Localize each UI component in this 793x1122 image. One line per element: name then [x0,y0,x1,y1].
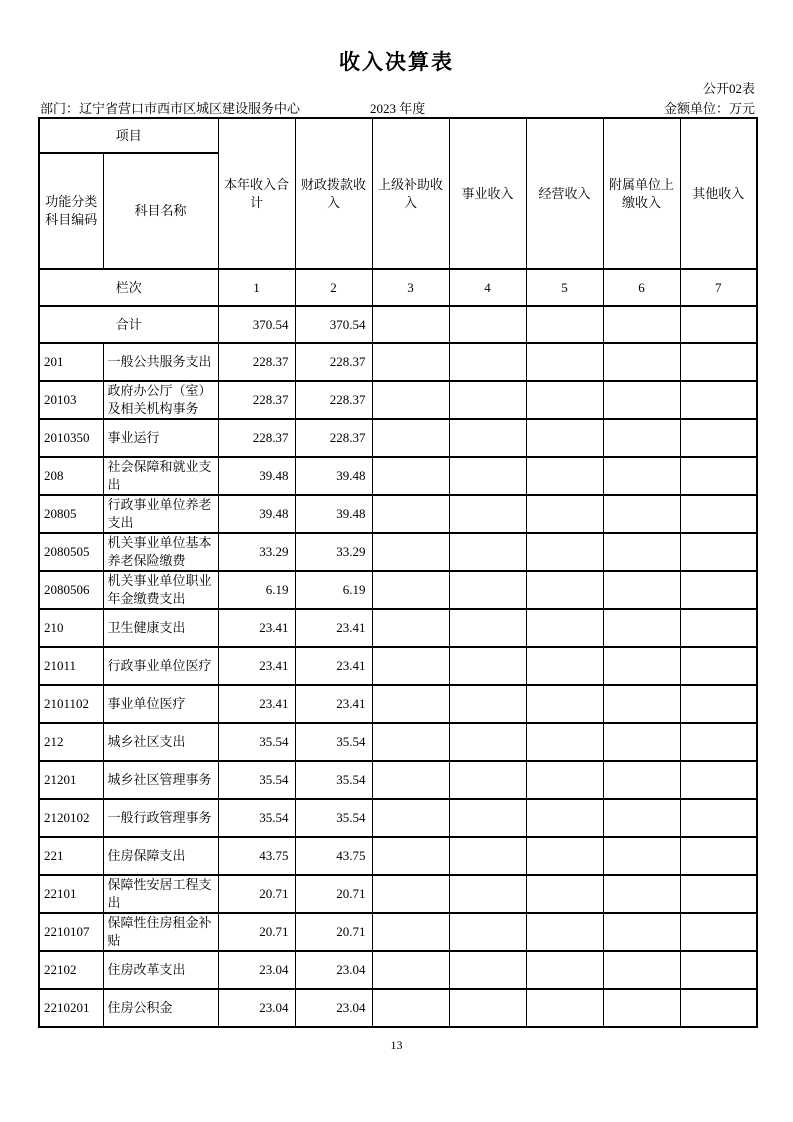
value-cell [680,381,757,419]
value-cell: 20.71 [218,875,295,913]
subject-name-cell: 行政事业单位养老支出 [103,495,218,533]
amount-unit-label: 金额单位：万元 [663,101,755,116]
value-cell [526,761,603,799]
value-cell: 23.04 [218,989,295,1027]
value-cell [680,419,757,457]
value-cell [603,457,680,495]
function-code-cell: 221 [39,837,103,875]
value-cell [603,837,680,875]
table-row [39,495,757,533]
subject-name-cell: 事业单位医疗 [103,685,218,723]
value-cell [680,647,757,685]
function-code-cell: 212 [39,723,103,761]
subject-name-cell: 机关事业单位基本养老保险缴费 [103,533,218,571]
value-cell [449,647,526,685]
value-cell: 23.41 [295,647,372,685]
value-cell [449,533,526,571]
value-cell [680,723,757,761]
value-cell [603,875,680,913]
total-value [680,306,757,343]
column-header-current-year-total: 本年收入合计 [218,118,295,269]
total-value [449,306,526,343]
column-index-7: 7 [680,269,757,306]
column-index-label: 栏次 [39,269,218,306]
table-row [39,571,757,609]
value-cell: 35.54 [218,723,295,761]
table-row [39,647,757,685]
value-cell [526,951,603,989]
table-body [39,343,757,1027]
page-number: 13 [390,1038,403,1052]
value-cell [372,647,449,685]
value-cell [603,799,680,837]
value-cell [680,799,757,837]
function-code-cell: 2120102 [39,799,103,837]
value-cell: 6.19 [218,571,295,609]
header-function-code: 功能分类科目编码 [39,153,103,269]
table-row [39,761,757,799]
value-cell [449,761,526,799]
value-cell: 33.29 [218,533,295,571]
function-code-cell: 2080505 [39,533,103,571]
value-cell [603,381,680,419]
subject-name-cell: 城乡社区支出 [103,723,218,761]
function-code-cell: 20103 [39,381,103,419]
value-cell [449,685,526,723]
form-number-label: 公开02表 [702,81,755,96]
value-cell [372,533,449,571]
value-cell [449,419,526,457]
value-cell [372,609,449,647]
subject-name-cell: 社会保障和就业支出 [103,457,218,495]
value-cell: 6.19 [295,571,372,609]
function-code-cell: 20805 [39,495,103,533]
function-code-cell: 210 [39,609,103,647]
value-cell [372,989,449,1027]
value-cell [680,989,757,1027]
value-cell [526,343,603,381]
value-cell: 23.41 [218,647,295,685]
value-cell: 39.48 [295,457,372,495]
value-cell [680,571,757,609]
value-cell: 23.04 [295,951,372,989]
value-cell: 23.41 [295,609,372,647]
value-cell [449,457,526,495]
value-cell: 228.37 [295,419,372,457]
subject-name-cell: 卫生健康支出 [103,609,218,647]
function-code-cell: 21011 [39,647,103,685]
value-cell [603,419,680,457]
function-code-cell: 22102 [39,951,103,989]
value-cell: 35.54 [218,799,295,837]
value-cell: 39.48 [295,495,372,533]
column-header-other-income: 其他收入 [680,118,757,269]
value-cell [680,609,757,647]
value-cell [526,533,603,571]
value-cell [603,913,680,951]
value-cell [449,609,526,647]
value-cell [372,837,449,875]
value-cell [449,913,526,951]
value-cell [526,457,603,495]
value-cell [680,951,757,989]
total-row [39,306,757,343]
fiscal-year-label: 2023 年度 [370,101,426,116]
value-cell [372,419,449,457]
value-cell: 228.37 [295,343,372,381]
value-cell: 20.71 [295,913,372,951]
value-cell: 35.54 [218,761,295,799]
value-cell [372,951,449,989]
value-cell [603,609,680,647]
function-code-cell: 2080506 [39,571,103,609]
value-cell [449,381,526,419]
value-cell [680,533,757,571]
table-row [39,875,757,913]
column-index-6: 6 [603,269,680,306]
total-value [526,306,603,343]
value-cell [526,799,603,837]
subject-name-cell: 保障性住房租金补贴 [103,913,218,951]
value-cell: 23.41 [295,685,372,723]
column-header-subordinate-remittance: 附属单位上缴收入 [603,118,680,269]
table-row [39,685,757,723]
page-title: 收入决算表 [339,51,454,74]
value-cell [526,685,603,723]
value-cell [680,761,757,799]
value-cell [603,647,680,685]
value-cell [449,951,526,989]
value-cell: 23.04 [295,989,372,1027]
function-code-cell: 2101102 [39,685,103,723]
value-cell: 43.75 [295,837,372,875]
value-cell: 35.54 [295,799,372,837]
value-cell [449,571,526,609]
value-cell [449,495,526,533]
value-cell: 43.75 [218,837,295,875]
value-cell [603,723,680,761]
function-code-cell: 2210201 [39,989,103,1027]
column-index-3: 3 [372,269,449,306]
value-cell [372,761,449,799]
value-cell [680,457,757,495]
function-code-cell: 208 [39,457,103,495]
function-code-cell: 201 [39,343,103,381]
value-cell [372,457,449,495]
value-cell [449,875,526,913]
header-row-project [39,118,757,153]
subject-name-cell: 住房保障支出 [103,837,218,875]
value-cell [526,495,603,533]
value-cell [372,685,449,723]
value-cell: 228.37 [295,381,372,419]
subject-name-cell: 住房公积金 [103,989,218,1027]
value-cell [449,799,526,837]
column-header-fiscal-appropriation: 财政拨款收入 [295,118,372,269]
column-index-row [39,269,757,306]
value-cell: 23.41 [218,609,295,647]
subject-name-cell: 一般公共服务支出 [103,343,218,381]
table-row [39,723,757,761]
value-cell: 35.54 [295,723,372,761]
value-cell: 228.37 [218,419,295,457]
table-row [39,533,757,571]
total-value [372,306,449,343]
value-cell [372,571,449,609]
income-table [38,117,758,1028]
value-cell [603,571,680,609]
value-cell: 20.71 [218,913,295,951]
header-project: 项目 [39,118,218,153]
column-header-superior-subsidy: 上级补助收入 [372,118,449,269]
value-cell [372,913,449,951]
value-cell [372,343,449,381]
table-row [39,837,757,875]
value-cell: 228.37 [218,381,295,419]
value-cell [526,647,603,685]
table-row [39,343,757,381]
value-cell: 39.48 [218,457,295,495]
value-cell [526,419,603,457]
subject-name-cell: 城乡社区管理事务 [103,761,218,799]
value-cell [603,685,680,723]
meta-row [40,98,755,115]
value-cell [526,609,603,647]
value-cell [449,837,526,875]
table-row [39,419,757,457]
value-cell: 35.54 [295,761,372,799]
function-code-cell: 2010350 [39,419,103,457]
subject-name-cell: 机关事业单位职业年金缴费支出 [103,571,218,609]
total-value: 370.54 [295,306,372,343]
value-cell [372,495,449,533]
value-cell [449,989,526,1027]
table-row [39,799,757,837]
value-cell: 39.48 [218,495,295,533]
total-label: 合计 [39,306,218,343]
value-cell [603,343,680,381]
value-cell: 20.71 [295,875,372,913]
value-cell: 23.04 [218,951,295,989]
value-cell [526,381,603,419]
table-row [39,989,757,1027]
subject-name-cell: 住房改革支出 [103,951,218,989]
value-cell [372,381,449,419]
value-cell [680,913,757,951]
table-row [39,913,757,951]
department-label: 部门：辽宁省营口市西市区城区建设服务中心 [40,101,301,116]
function-code-cell: 21201 [39,761,103,799]
table-row [39,609,757,647]
value-cell [449,723,526,761]
value-cell [603,533,680,571]
total-value: 370.54 [218,306,295,343]
column-index-5: 5 [526,269,603,306]
value-cell [603,761,680,799]
value-cell [526,989,603,1027]
value-cell: 23.41 [218,685,295,723]
value-cell [680,685,757,723]
value-cell [680,343,757,381]
value-cell [526,913,603,951]
subject-name-cell: 保障性安居工程支出 [103,875,218,913]
value-cell [680,495,757,533]
value-cell [372,875,449,913]
subject-name-cell: 政府办公厅（室）及相关机构事务 [103,381,218,419]
value-cell [603,989,680,1027]
value-cell [603,495,680,533]
column-index-2: 2 [295,269,372,306]
column-header-business-income: 经营收入 [526,118,603,269]
function-code-cell: 2210107 [39,913,103,951]
column-index-4: 4 [449,269,526,306]
column-index-1: 1 [218,269,295,306]
header-subject-name: 科目名称 [103,153,218,269]
subject-name-cell: 事业运行 [103,419,218,457]
subject-name-cell: 一般行政管理事务 [103,799,218,837]
value-cell [526,571,603,609]
table-row [39,951,757,989]
total-value [603,306,680,343]
table-row [39,381,757,419]
value-cell [680,837,757,875]
value-cell [526,837,603,875]
value-cell [680,875,757,913]
table-row [39,457,757,495]
subject-name-cell: 行政事业单位医疗 [103,647,218,685]
value-cell [372,723,449,761]
value-cell [372,799,449,837]
function-code-cell: 22101 [39,875,103,913]
value-cell: 228.37 [218,343,295,381]
value-cell [526,875,603,913]
value-cell: 33.29 [295,533,372,571]
column-header-operational-income: 事业收入 [449,118,526,269]
value-cell [449,343,526,381]
value-cell [526,723,603,761]
value-cell [603,951,680,989]
